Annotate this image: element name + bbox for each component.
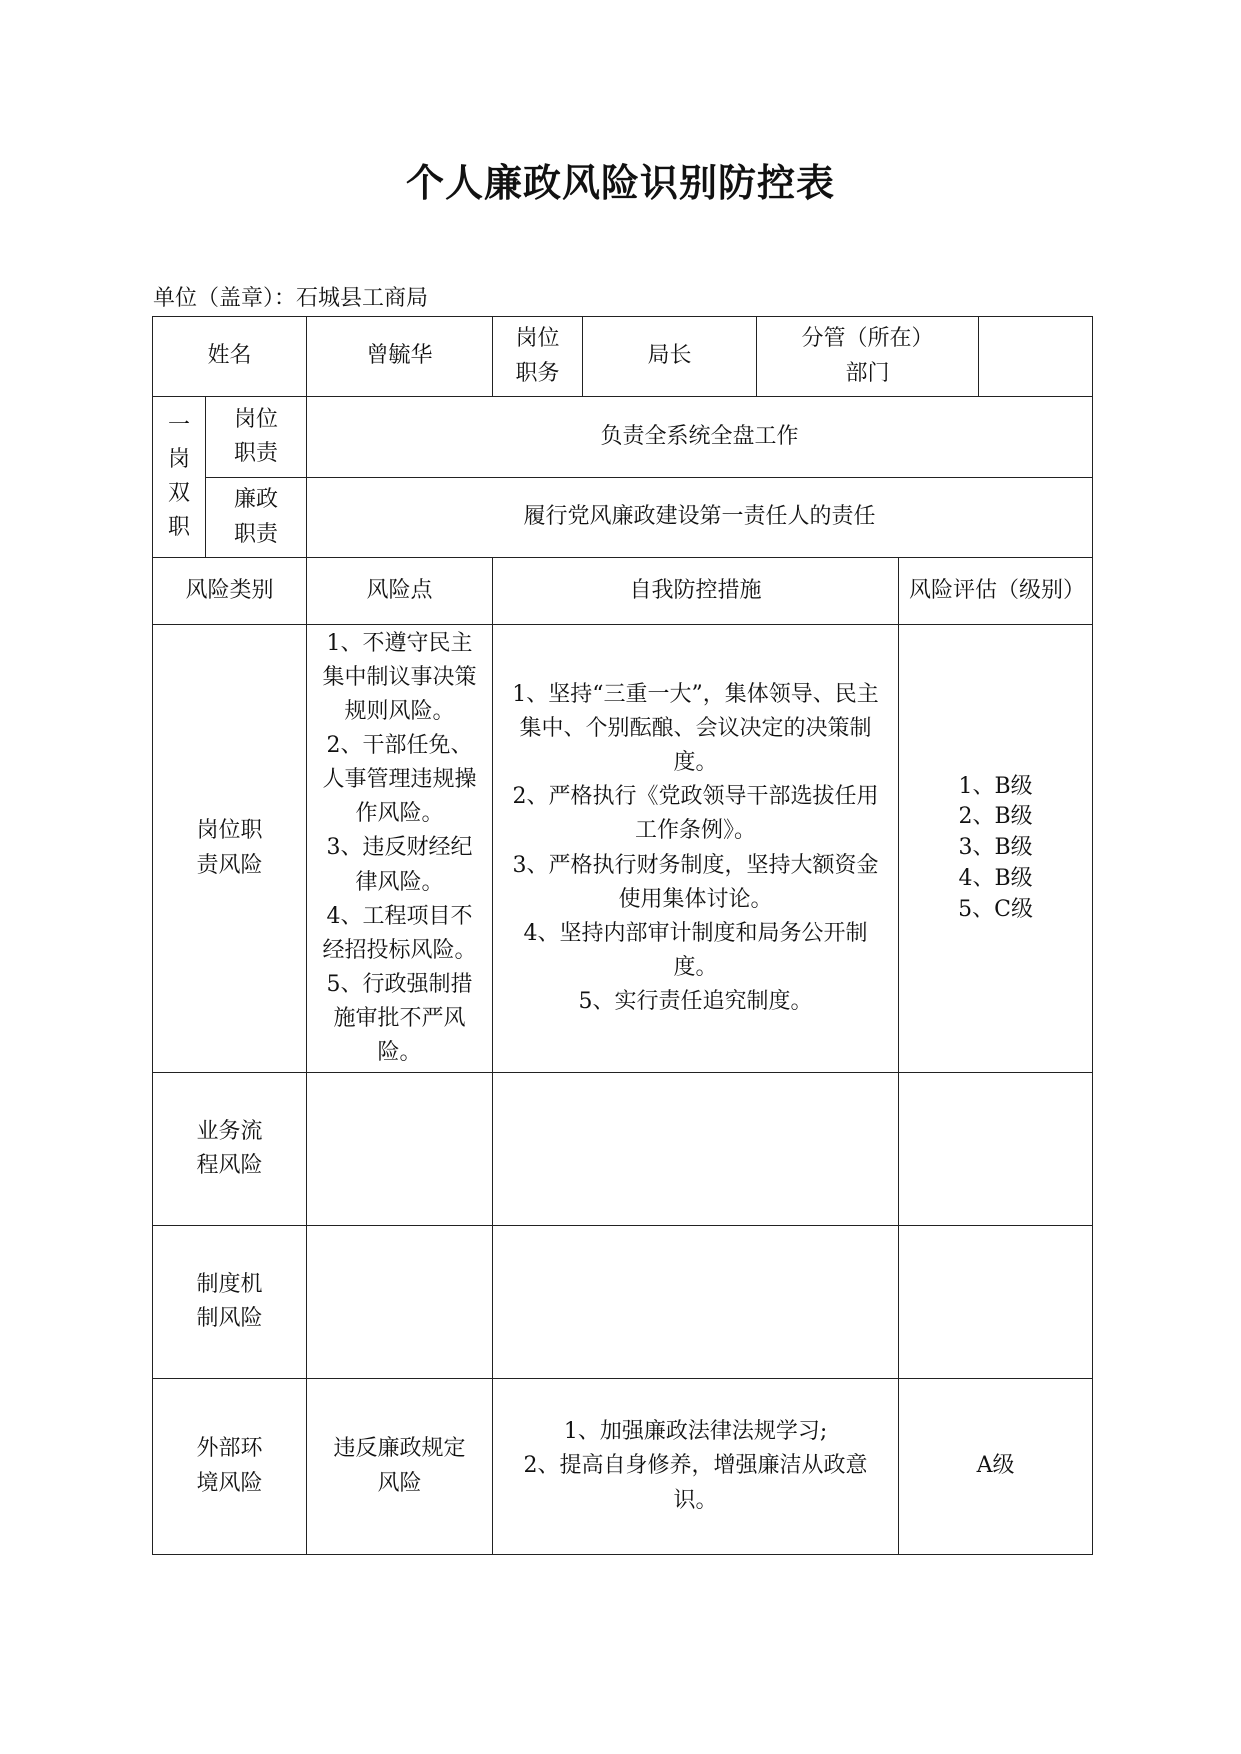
- control-measures: [493, 1073, 899, 1226]
- risk-point-item: 违反廉政规定: [333, 1436, 466, 1462]
- clean-duty-label: [206, 478, 307, 558]
- risk-grades: [899, 1379, 1093, 1555]
- grade-item: 5、C级: [958, 896, 1033, 922]
- grade-item: 4、B级: [958, 865, 1033, 891]
- control-measures: [493, 625, 899, 1073]
- risk-category: [153, 625, 307, 1073]
- grade-item: 3、B级: [958, 835, 1033, 861]
- risk-grades: [899, 625, 1093, 1073]
- clean-duty-value: 履行党风廉政建设第一责任人的责任: [307, 478, 1093, 558]
- dept-label-line: 分管（所在）: [801, 326, 934, 352]
- risk-points: [307, 1073, 493, 1226]
- clean-duty-row: [153, 478, 1093, 558]
- risk-category-line: 责风险: [196, 852, 263, 878]
- table-row: [153, 1226, 1093, 1379]
- duty-group-label: [153, 397, 206, 558]
- risk-category: [153, 1073, 307, 1226]
- measure-item: 1、坚持“三重一大”，集体领导、民主集中、个别酝酿、会议决定的决策制度。: [512, 682, 879, 776]
- header-measures: 自我防控措施: [493, 558, 899, 625]
- risk-point-item: 1、不遵守民主集中制议事决策规则风险。: [322, 630, 477, 725]
- table-row: [153, 1379, 1093, 1555]
- risk-point-item: 4、工程项目不经招投标风险。: [322, 903, 477, 963]
- measure-item: 1、加强廉政法律法规学习;: [563, 1419, 828, 1445]
- dept-label: [757, 317, 979, 397]
- table-row: [153, 1073, 1093, 1226]
- name-value: 曾毓华: [307, 317, 493, 397]
- post-duty-value: 负责全系统全盘工作: [307, 397, 1093, 478]
- risk-category-line: 制度机: [196, 1271, 263, 1297]
- risk-category-line: 程风险: [196, 1153, 263, 1178]
- info-row: [153, 317, 1093, 397]
- grade-item: A级: [976, 1453, 1015, 1479]
- risk-grades: [899, 1073, 1093, 1226]
- duty-group-char: 双: [167, 481, 190, 506]
- clean-duty-label-line: 廉政: [234, 487, 279, 513]
- duty-group-char: 岗: [167, 446, 190, 472]
- post-duty-row: [153, 397, 1093, 478]
- post-value: 局长: [583, 317, 757, 397]
- unit-line: 单位（盖章）：石城县工商局: [153, 286, 429, 311]
- duty-group-char: 一: [167, 412, 190, 438]
- dept-value: [979, 317, 1093, 397]
- measure-item: 5、实行责任追究制度。: [578, 988, 813, 1014]
- control-measures: [493, 1379, 899, 1555]
- duty-group-char: 职: [167, 515, 190, 541]
- dept-label-line: 部门: [845, 360, 890, 386]
- risk-category-line: 业务流: [196, 1118, 263, 1144]
- control-measures: [493, 1226, 899, 1379]
- measure-item: 4、坚持内部审计制度和局务公开制度。: [523, 920, 868, 980]
- header-assessment: 风险评估（级别）: [899, 558, 1093, 625]
- risk-category-line: 岗位职: [196, 818, 263, 844]
- risk-table: [152, 316, 1093, 1555]
- grade-item: 1、B级: [958, 773, 1033, 799]
- name-label: 姓名: [153, 317, 307, 397]
- post-label: [493, 317, 583, 397]
- risk-point-item: 3、违反财经纪律风险。: [326, 835, 473, 895]
- header-row: [153, 558, 1093, 625]
- risk-category-line: 制风险: [196, 1306, 263, 1331]
- measure-item: 3、严格执行财务制度，坚持大额资金使用集体讨论。: [512, 852, 879, 912]
- risk-grades: [899, 1226, 1093, 1379]
- risk-point-item: 风险: [377, 1470, 422, 1496]
- grade-item: 2、B级: [958, 804, 1033, 830]
- header-point: 风险点: [307, 558, 493, 625]
- risk-point-item: 5、行政强制措施审批不严风险。: [326, 971, 473, 1066]
- risk-category-line: 境风险: [196, 1470, 263, 1496]
- post-label-line: 职务: [515, 360, 560, 386]
- post-label-line: 岗位: [515, 326, 560, 352]
- header-category: 风险类别: [153, 558, 307, 625]
- post-duty-label: [206, 397, 307, 478]
- clean-duty-label-line: 职责: [234, 521, 279, 547]
- page-title: 个人廉政风险识别防控表: [405, 160, 835, 205]
- risk-category: [153, 1226, 307, 1379]
- risk-points: [307, 1226, 493, 1379]
- risk-point-item: 2、干部任免、人事管理违规操作风险。: [322, 733, 477, 827]
- measure-item: 2、严格执行《党政领导干部选拔任用工作条例》。: [512, 784, 879, 844]
- post-duty-label-line: 职责: [234, 441, 279, 466]
- post-duty-label-line: 岗位: [234, 406, 279, 432]
- risk-category-line: 外部环: [196, 1436, 263, 1462]
- measure-item: 2、提高自身修养，增强廉洁从政意识。: [523, 1453, 868, 1513]
- table-row: [153, 625, 1093, 1073]
- risk-points: [307, 1379, 493, 1555]
- risk-category: [153, 1379, 307, 1555]
- risk-points: [307, 625, 493, 1073]
